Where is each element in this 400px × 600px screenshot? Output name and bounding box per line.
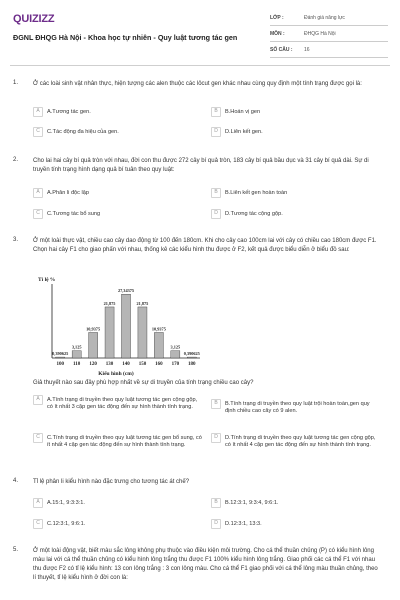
chart-bar (56, 357, 65, 358)
question-text: Tỉ lệ phân li kiểu hình nào đặc trưng cho tương tác át chế? (33, 479, 190, 485)
meta-row-count (270, 42, 388, 58)
chart-bar (154, 332, 163, 358)
chart-data-label: 10,9375 (86, 326, 101, 332)
option-letter: C (33, 433, 43, 443)
option-letter: A (33, 107, 43, 117)
option-d[interactable] (211, 127, 381, 137)
chart-bar (121, 294, 130, 358)
option-a[interactable] (33, 498, 203, 508)
quizizz-logo: QUIZIZZ (13, 13, 55, 25)
option-letter: A (33, 188, 43, 198)
chart-data-label: 3,125 (170, 344, 181, 350)
chart-tick-label: 120 (89, 362, 97, 367)
question-text: Ở một loài động vật, biết màu sắc lông không phụ thuộc vào điều kiện môi trường. Cho cá thể thuần chủng (P) có kiểu hình lông màu lai với cá thể thuần chủng có kiểu hình lông trắng thu được F1 100% kiểu hình lông trắng. Giao phối các cá thể F1 với nhau thu được F2 có tỉ lệ kiểu hình: 13 con lông trắng : 3 con lông màu. Cho cá thể F1 giao phối với cá thể lông màu thuần chủng, theo lí thuyết, tỉ lệ kiểu hình ở đời con là: (33, 548, 378, 581)
chart-tick-label: 130 (105, 362, 114, 367)
option-text: C.12:3:1, 9:6:1. (47, 520, 86, 527)
chart-data-label: 0,390625 (52, 351, 69, 357)
option-letter: C (33, 519, 43, 529)
option-letter: A (33, 498, 43, 508)
chart-tick-label: 170 (171, 362, 180, 367)
option-text: A.Tương tác gen. (47, 108, 91, 115)
meta-value: Đánh giá năng lực (304, 14, 345, 21)
option-letter: A (33, 395, 43, 405)
option-text: D.Liên kết gen. (225, 128, 263, 135)
meta-table (270, 10, 388, 58)
option-a[interactable] (33, 107, 203, 117)
chart-data-label: 3,125 (71, 344, 82, 350)
chart-tick-label: 100 (56, 362, 64, 367)
chart-data-label: 21,875 (136, 300, 149, 306)
bar-chart-svg (36, 272, 206, 378)
chart-bar (72, 351, 81, 358)
question-5 (13, 547, 391, 600)
chart-tick-label: 180 (188, 362, 196, 367)
meta-row-subject (270, 26, 388, 42)
chart-data-label: 0,390625 (183, 351, 200, 357)
option-text: D.Tính trạng di truyền theo quy luật tương tác gen cộng gộp, có ít nhất 4 cặp gen tác động đến sự hình thành tính trạng. (225, 434, 376, 448)
chart-tick-label: 140 (122, 362, 130, 367)
chart-bar (105, 307, 114, 358)
chart-bar (187, 357, 196, 358)
chart-data-label: 10,9375 (151, 326, 166, 332)
worksheet-header (0, 0, 400, 64)
option-letter: B (211, 107, 221, 117)
option-c[interactable] (33, 209, 203, 219)
meta-value: 16 (304, 46, 310, 53)
quiz-title: ĐGNL ĐHQG Hà Nội - Khoa học tự nhiên - Quy luật tương tác gen (13, 33, 238, 42)
option-d[interactable] (211, 519, 381, 529)
option-text: A.Phân li độc lập (47, 189, 89, 196)
meta-row-class (270, 10, 388, 26)
chart-bar (171, 351, 180, 358)
option-letter: D (211, 433, 221, 443)
question-number: 1. (13, 80, 19, 86)
question-4 (13, 478, 391, 538)
question-2 (13, 157, 391, 229)
meta-label: MÔN : (270, 30, 285, 37)
option-text: B.Hoán vị gen (225, 108, 261, 115)
option-letter: B (211, 498, 221, 508)
option-letter: B (211, 188, 221, 198)
question-1 (13, 80, 391, 150)
option-text: D.12:3:1, 13:3. (225, 520, 262, 527)
option-c[interactable] (33, 433, 203, 450)
option-b[interactable] (211, 399, 381, 416)
chart-tick-label: 150 (138, 362, 147, 367)
option-letter: D (211, 127, 221, 137)
meta-label: LỚP : (270, 14, 284, 21)
option-text: B.Tính trạng di truyền theo quy luật trội hoàn toàn,gen quy định chiều cao cây có 9 alen. (225, 400, 370, 414)
question-number: 3. (13, 237, 19, 243)
option-text: A.15:1, 9:3:3:1. (47, 499, 85, 506)
option-text: A.Tính trạng di truyền theo quy luật tương tác gen cộng gộp, có ít nhất 3 cặp gen tác động đến sự hình thành tính trạng. (47, 396, 198, 410)
chart-bar (89, 332, 98, 358)
question-text: Cho lai hai cây bí quả tròn với nhau, đời con thu được 272 cây bí quả tròn, 183 cây bí quả bầu dục và 31 cây bí quả dài. Sự di truyền tính trạng hình dạng quả bí tuân theo quy luật: (33, 158, 369, 173)
question-text: Ở các loài sinh vật nhân thực, hiện tượng các alen thuộc các lôcut gen khác nhau cùng quy định một tính trạng được gọi là: (33, 81, 362, 87)
question-number: 4. (13, 478, 19, 484)
option-letter: D (211, 519, 221, 529)
option-text: D.Tương tác cộng gộp. (225, 210, 283, 217)
meta-label: SỐ CÂU : (270, 46, 293, 53)
chart-tick-label: 160 (155, 362, 163, 367)
chart-data-label: 27,34375 (117, 288, 135, 294)
option-letter: B (211, 399, 221, 409)
option-c[interactable] (33, 519, 203, 529)
question-number: 5. (13, 547, 19, 553)
chart-bar (138, 307, 147, 358)
chart-xlabel: Kiểu hình (cm) (98, 371, 134, 377)
option-d[interactable] (211, 209, 381, 219)
option-b[interactable] (211, 107, 381, 117)
option-d[interactable] (211, 433, 381, 450)
question-text: Ở một loài thực vật, chiều cao cây dao động từ 100 đến 180cm. Khi cho cây cao 100cm lai với cây có chiều cao 180cm được F1. Chọn hai cây F1 cho giao phấn với nhau, thống kê các kiểu hình thu được ở F2, kết quả được biểu diễn ở biểu đồ sau: (33, 238, 377, 253)
option-b[interactable] (211, 188, 381, 198)
option-text: C.Tác động đa hiệu của gen. (47, 128, 119, 135)
option-letter: C (33, 209, 43, 219)
option-text: B.Liên kết gen hoàn toàn (225, 189, 288, 196)
option-letter: D (211, 209, 221, 219)
meta-value: ĐHQG Hà Nội (304, 30, 336, 37)
option-b[interactable] (211, 498, 381, 508)
option-letter: C (33, 127, 43, 137)
option-a[interactable] (33, 188, 203, 198)
option-a[interactable] (33, 395, 203, 412)
option-text: B.12:3:1, 9:3:4, 9:6:1. (225, 499, 279, 506)
question-number: 2. (13, 157, 19, 163)
chart-tick-label: 110 (73, 362, 81, 367)
option-text: C.Tính trạng di truyền theo quy luật tương tác gen bổ sung, có ít nhất 4 cặp gen tác động đến sự hình thành tính trạng. (47, 434, 202, 448)
header-divider (10, 65, 390, 66)
option-c[interactable] (33, 127, 203, 137)
height-distribution-chart (36, 272, 206, 378)
chart-data-label: 21,875 (103, 300, 116, 306)
question-followup-text: Giả thuyết nào sau đây phù hợp nhất về sự di truyền của tính trạng chiều cao cây? (33, 380, 254, 386)
option-text: C.Tương tác bổ sung (47, 210, 101, 217)
chart-ylabel: Tỉ lệ % (38, 277, 56, 283)
question-3-followup (13, 379, 391, 469)
